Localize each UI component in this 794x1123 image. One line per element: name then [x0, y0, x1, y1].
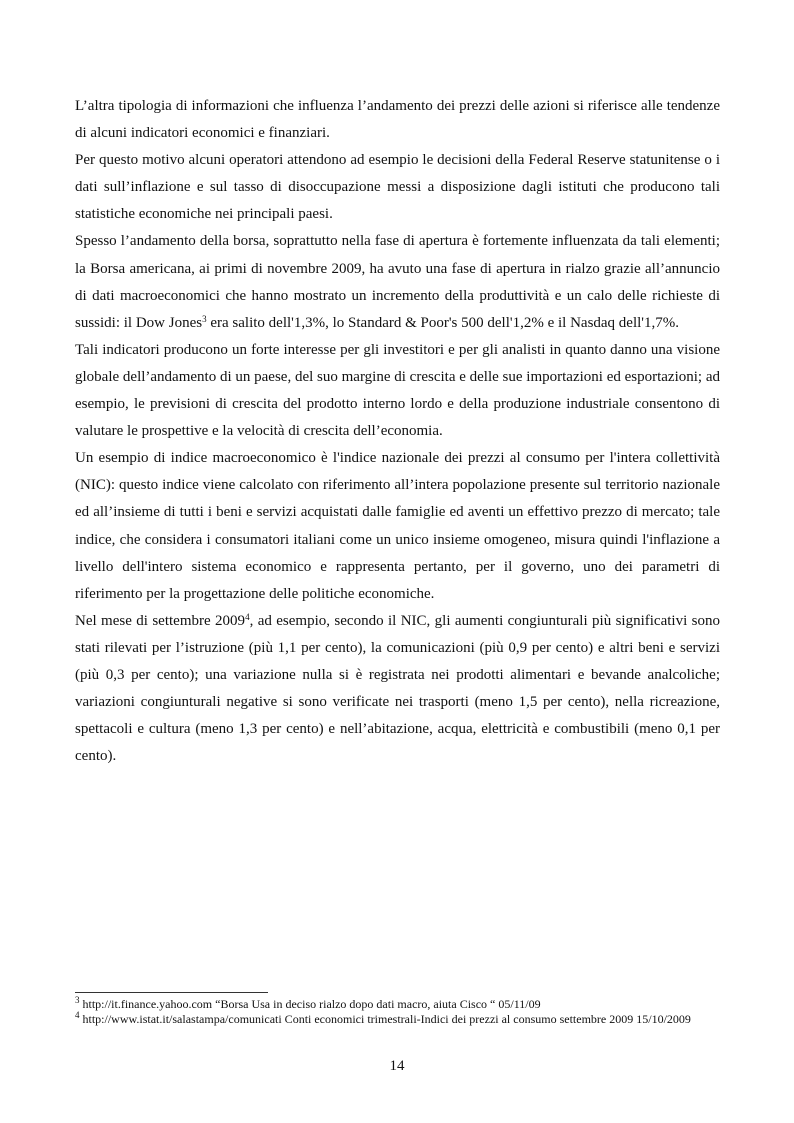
- paragraph-6: [75, 608, 720, 771]
- footnotes: [75, 997, 720, 1026]
- paragraph-3: [75, 228, 720, 336]
- page-number: 14: [389, 1058, 405, 1074]
- footnote-text: http://it.finance.yahoo.com “Borsa Usa in deciso rialzo dopo dati macro, aiuta Cisco “ 05/11/09: [82, 997, 541, 1011]
- footnote-text: http://www.istat.it/salastampa/comunicati Conti economici trimestrali-Indici dei prezzi al consumo settembre 2009 15/10/2009: [82, 1011, 691, 1026]
- paragraph-6-text-after: , ad esempio, secondo il NIC, gli aumenti congiunturali più significativi sono stati rilevati per l’istruzione (più 1,1 per cento), la comunicazioni (più 0,9 per cento) e altri beni e servizi (più 0,3 per cento); una variazione nulla si è registrata nei prodotti alimentari e bevande analcoliche; variazioni congiunturali negative si sono verificate nei trasporti (meno 1,5 per cento), nella ricreazione, spettacoli e cultura (meno 1,3 per cento) e nell’abitazione, acqua, elettricità e combustibili (meno 0,1 per cento).: [75, 612, 720, 765]
- body-text: [75, 93, 720, 770]
- paragraph-4: Tali indicatori producono un forte interesse per gli investitori e per gli analisti in quanto danno una visione globale dell’andamento di un paese, del suo margine di crescita e delle sue importazioni ed esportazioni; ad esempio, le previsioni di crescita del prodotto interno lordo e della produzione industriale consentono di valutare le prospettive e la velocità di crescita dell’economia.: [75, 341, 720, 440]
- footnote-ref-4: 4: [245, 611, 250, 622]
- footnote-3: [75, 997, 720, 1012]
- paragraph-1: L’altra tipologia di informazioni che influenza l’andamento dei prezzi delle azioni si riferisce alle tendenze di alcuni indicatori economici e finanziari.: [75, 98, 720, 142]
- paragraph-6-text-before: Nel mese di settembre 2009: [75, 612, 246, 629]
- footnote-4: [75, 1009, 720, 1027]
- paragraph-2: Per questo motivo alcuni operatori attendono ad esempio le decisioni della Federal Reserve statunitense o i dati sull’inflazione e sul tasso di disoccupazione messi a disposizione dagli istituti che producono tali statistiche economiche nei principali paesi.: [75, 152, 720, 223]
- footnote-number: 4: [75, 1009, 80, 1020]
- footnote-separator: [75, 992, 268, 993]
- paragraph-3-text-before: Spesso l’andamento della borsa, soprattutto nella fase di apertura è fortemente influenzata da tali elementi; la Borsa americana, ai primi di novembre 2009, ha avuto una fase di apertura in rialzo grazie all’annuncio di dati macroeconomici che hanno mostrato un incremento della produttività e un calo delle richieste di sussidi: il Dow Jones: [75, 233, 720, 331]
- paragraph-3-text-after: era salito dell'1,3%, lo Standard & Poor's 500 dell'1,2% e il Nasdaq dell'1,7%.: [206, 314, 679, 331]
- footnote-ref-3: 3: [202, 313, 207, 324]
- paragraph-5: Un esempio di indice macroeconomico è l'indice nazionale dei prezzi al consumo per l'intera collettività (NIC): questo indice viene calcolato con riferimento all’intera popolazione presente sul territorio nazionale ed all’insieme di tutti i beni e servizi acquistati dalle famiglie ed aventi un effettivo prezzo di mercato; tale indice, che considera i consumatori italiani come un unico insieme omogeneo, misura quindi l'inflazione a livello dell'intero sistema economico e rappresenta pertanto, per il governo, uno dei parametri di riferimento per la progettazione delle politiche economiche.: [75, 450, 720, 602]
- footnote-number: 3: [75, 995, 80, 1005]
